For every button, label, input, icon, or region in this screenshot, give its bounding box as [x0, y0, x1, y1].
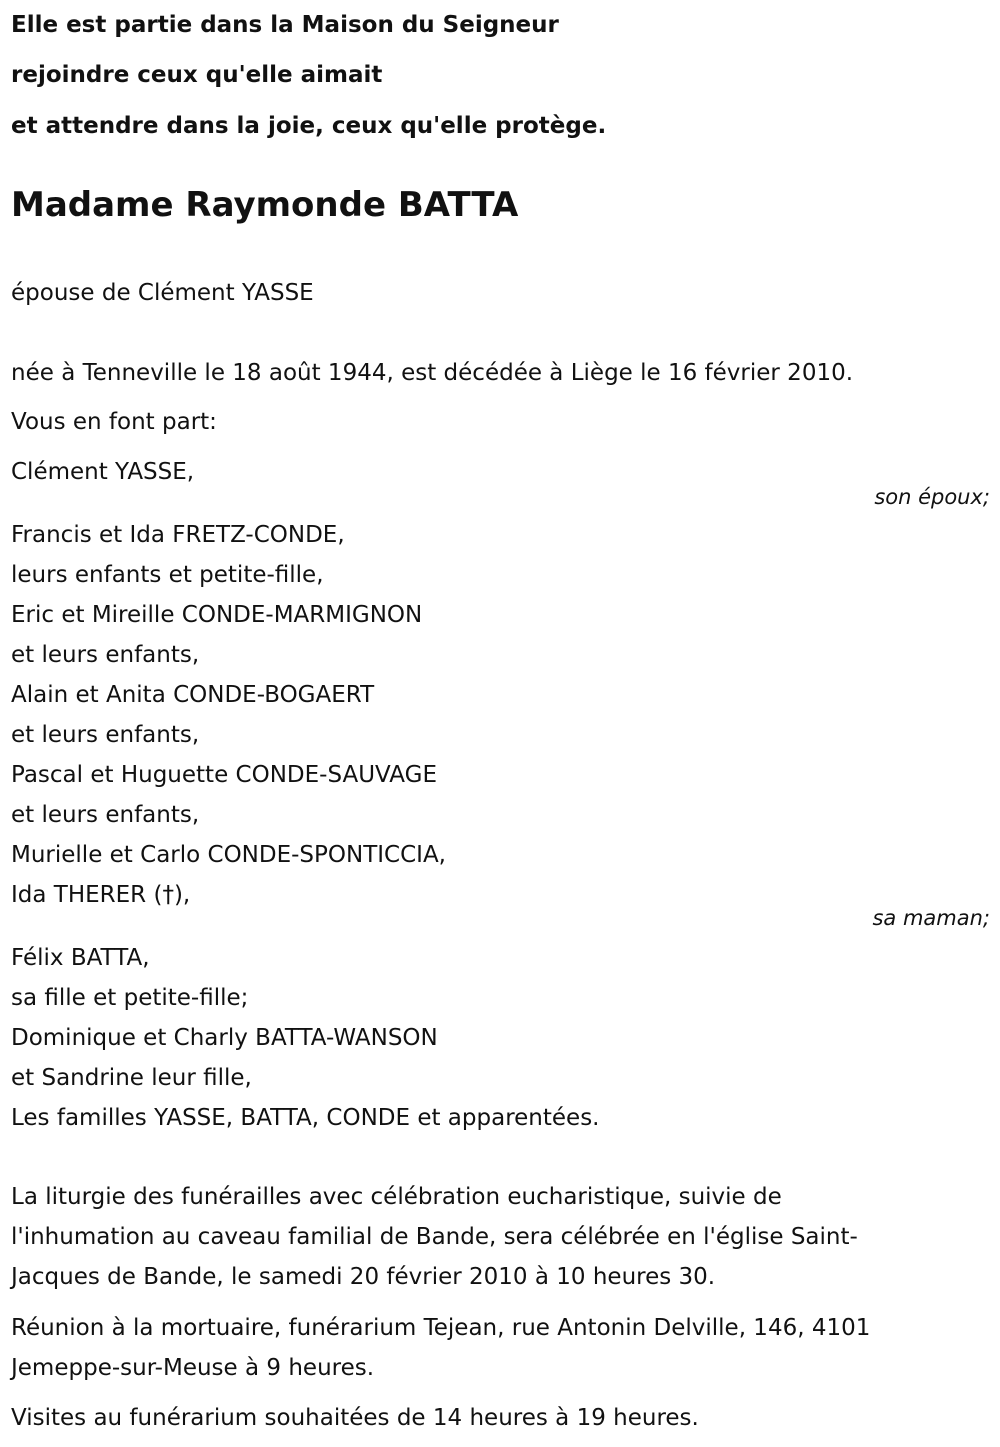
list-item: Alain et Anita CONDE-BOGAERT — [11, 682, 375, 708]
list-item: Ida THERER (†), — [11, 882, 191, 908]
epitaph-line: Elle est partie dans la Maison du Seigneur — [11, 12, 559, 38]
spouse-line: épouse de Clément YASSE — [11, 280, 314, 306]
list-item: Les familles YASSE, BATTA, CONDE et apparentées. — [11, 1105, 600, 1131]
husband-role: son époux; — [874, 485, 990, 509]
list-item: et leurs enfants, — [11, 802, 200, 828]
paragraph-line: Réunion à la mortuaire, funérarium Tejean, rue Antonin Delville, 146, 4101 — [11, 1315, 871, 1341]
list-item: Dominique et Charly BATTA-WANSON — [11, 1025, 438, 1051]
epitaph-line: rejoindre ceux qu'elle aimait — [11, 62, 383, 88]
list-item: et leurs enfants, — [11, 642, 200, 668]
list-item: Francis et Ida FRETZ-CONDE, — [11, 522, 345, 548]
visits-line: Visites au funérarium souhaitées de 14 heures à 19 heures. — [11, 1405, 699, 1431]
list-item: sa fille et petite-fille; — [11, 985, 249, 1011]
list-item: Pascal et Huguette CONDE-SAUVAGE — [11, 762, 437, 788]
children-role: sa maman; — [872, 906, 990, 930]
paragraph-line: l'inhumation au caveau familial de Bande, sera célébrée en l'église Saint- — [11, 1224, 858, 1250]
epitaph-line: et attendre dans la joie, ceux qu'elle protège. — [11, 113, 607, 139]
paragraph-line: Jemeppe-sur-Meuse à 9 heures. — [11, 1355, 375, 1381]
announce-line: Vous en font part: — [11, 409, 217, 435]
list-item: Félix BATTA, — [11, 945, 150, 971]
list-item: Murielle et Carlo CONDE-SPONTICCIA, — [11, 842, 446, 868]
list-item: et Sandrine leur fille, — [11, 1065, 252, 1091]
deceased-name: Madame Raymonde BATTA — [11, 185, 519, 225]
list-item: leurs enfants et petite-fille, — [11, 562, 324, 588]
husband-line: Clément YASSE, — [11, 459, 195, 485]
birth-death-line: née à Tenneville le 18 août 1944, est décédée à Liège le 16 février 2010. — [11, 360, 854, 386]
list-item: Eric et Mireille CONDE-MARMIGNON — [11, 602, 423, 628]
list-item: et leurs enfants, — [11, 722, 200, 748]
paragraph-line: Jacques de Bande, le samedi 20 février 2010 à 10 heures 30. — [11, 1264, 716, 1290]
paragraph-line: La liturgie des funérailles avec célébration eucharistique, suivie de — [11, 1184, 782, 1210]
